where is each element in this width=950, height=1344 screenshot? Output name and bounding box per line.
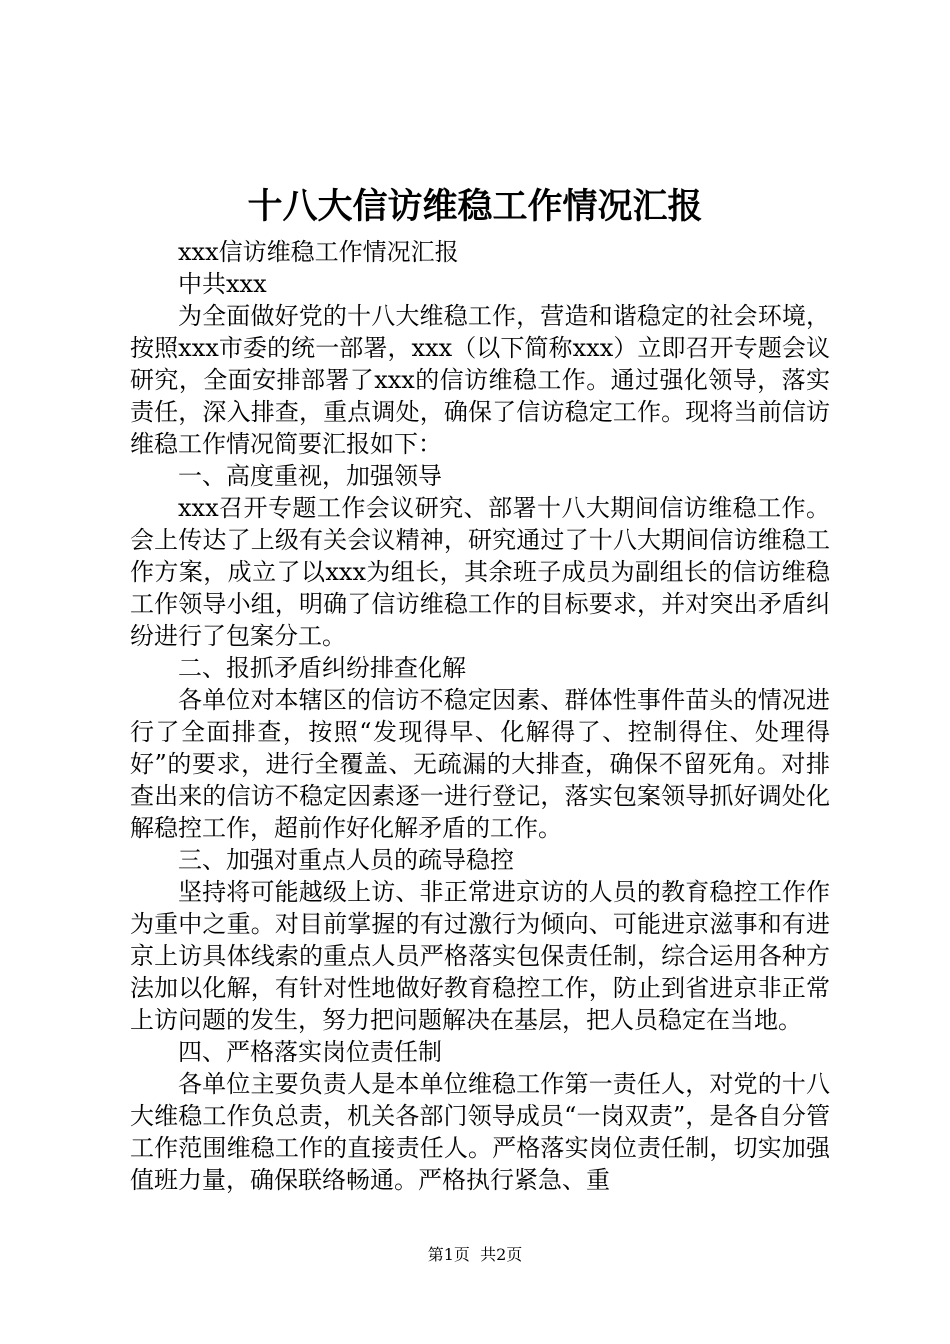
paragraph-section-1: xxx召开专题工作会议研究、部署十八大期间信访维稳工作。会上传达了上级有关会议精神，研究通过了十八大期间信访维稳工作方案，成立了以xxx为组长，其余班子成员为副组长的信访维稳工作领导小组，明确了信访维稳工作的目标要求，并对突出矛盾纠纷进行了包案分工。 xyxy=(130,494,830,650)
paragraph-intro: 为全面做好党的十八大维稳工作，营造和谐稳定的社会环境，按照xxx市委的统一部署，xxx（以下简称xxx）立即召开专题会议研究，全面安排部署了xxx的信访维稳工作。通过强化领导，落实责任，深入排查，重点调处，确保了信访稳定工作。现将当前信访维稳工作情况简要汇报如下： xyxy=(130,302,830,458)
paragraph-author: 中共xxx xyxy=(178,270,267,298)
page-number: 第1页 xyxy=(427,1245,470,1264)
paragraph-section-4: 各单位主要负责人是本单位维稳工作第一责任人，对党的十八大维稳工作负总责，机关各部门领导成员“一岗双责”，是各自分管工作范围维稳工作的直接责任人。严格落实岗位责任制，切实加强值班力量，确保联络畅通。严格执行紧急、重 xyxy=(130,1070,830,1194)
section-heading-1: 一、高度重视，加强领导 xyxy=(178,462,442,490)
document-body xyxy=(130,236,830,1196)
document-title: 十八大信访维稳工作情况汇报 xyxy=(247,186,703,227)
section-heading-2: 二、报抓矛盾纠纷排查化解 xyxy=(178,654,466,682)
page-total: 共2页 xyxy=(480,1245,523,1264)
section-heading-3: 三、加强对重点人员的疏导稳控 xyxy=(178,846,514,874)
paragraph-section-2: 各单位对本辖区的信访不稳定因素、群体性事件苗头的情况进行了全面排查，按照“发现得早、化解得了、控制得住、处理得好”的要求，进行全覆盖、无疏漏的大排查，确保不留死角。对排查出来的信访不稳定因素逐一进行登记，落实包案领导抓好调处化解稳控工作，超前作好化解矛盾的工作。 xyxy=(130,686,830,842)
section-heading-4: 四、严格落实岗位责任制 xyxy=(178,1038,442,1066)
paragraph-section-3: 坚持将可能越级上访、非正常进京访的人员的教育稳控工作作为重中之重。对目前掌握的有过激行为倾向、可能进京滋事和有进京上访具体线索的重点人员严格落实包保责任制，综合运用各种方法加以化解，有针对性地做好教育稳控工作，防止到省进京非正常上访问题的发生，努力把问题解决在基层，把人员稳定在当地。 xyxy=(130,878,830,1034)
paragraph-report-heading: xxx信访维稳工作情况汇报 xyxy=(178,238,459,266)
page-footer xyxy=(0,1244,950,1266)
